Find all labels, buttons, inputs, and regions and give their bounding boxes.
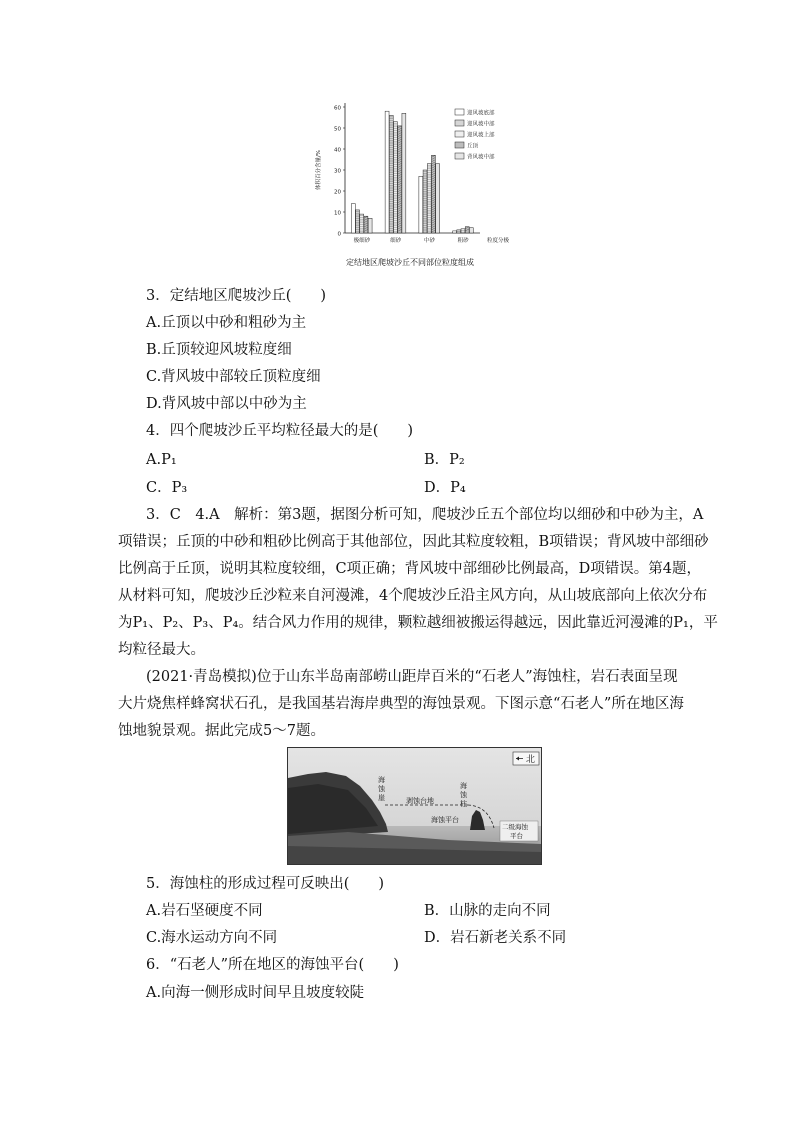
q4-option-a: A.P₁ [146,452,177,468]
q5-option-a: A.岩石坚硬度不同 [146,903,263,919]
coast-label-1: 海 [378,776,385,784]
y-tick-label: 40 [334,147,341,154]
q4-stem: 4．四个爬坡沙丘平均粒径最大的是( ) [146,423,414,439]
bar [402,113,406,233]
north-label: 北 [526,755,536,765]
pillar-label-1: 海 [460,782,467,790]
platform2-label-1: 二级海蚀 [502,823,528,831]
bar [469,228,473,233]
y-tick-label: 50 [334,126,341,133]
notch-label: 剥蚀台地 [406,797,434,805]
platform-label: 海蚀平台 [431,816,459,824]
x-tick-label: 细砂 [390,238,402,244]
bar [419,176,423,233]
legend-label: 丘顶 [467,143,479,150]
intro-line: 大片烧焦样蜂窝状石孔，是我国基岩海岸典型的海蚀景观。下图示意“石老人”所在地区海 [118,696,684,712]
q3-option-c: C.背风坡中部较丘顶粒度细 [146,369,321,385]
legend-label: 迎风坡上部 [467,132,495,139]
legend-swatch [455,109,464,115]
grain-size-chart [300,95,520,275]
legend-label: 背风坡中部 [467,154,495,161]
q3-option-a: A.丘顶以中砂和粗砂为主 [146,315,307,331]
legend-swatch [455,120,464,126]
answer-line: 项错误；丘顶的中砂和粗砂比例高于其他部位，因此其粒度较粗，B项错误；背风坡中部细砂 [118,534,709,550]
x-tick-label: 极细砂 [353,238,371,244]
y-tick-label: 10 [334,210,341,217]
legend-swatch [455,131,464,137]
q5-option-c: C.海水运动方向不同 [146,930,278,946]
coast-label-3: 崖 [378,794,385,802]
y-tick-label: 20 [334,189,341,196]
sea-erosion-photo [287,747,542,865]
q3-option-b: B.丘顶较迎风坡粒度细 [146,342,292,358]
bar [461,229,465,233]
legend-label: 迎风坡中部 [467,121,495,128]
x-axis-label: 粒度分极 [486,238,510,244]
q5-stem: 5．海蚀柱的形成过程可反映出( ) [146,876,385,892]
landscape-illustration [288,748,541,864]
pillar-label-2: 蚀 [460,791,467,799]
q3-stem: 3．定结地区爬坡沙丘( ) [146,288,327,304]
intro-line: (2021·青岛模拟)位于山东半岛南部崂山距岸百米的“石老人”海蚀柱，岩石表面呈现 [146,669,678,685]
q6-option-a: A.向海一侧形成时间早且坡度较陡 [146,985,365,1001]
bar [431,155,435,233]
pillar-label-3: 柱 [460,800,467,808]
platform2-label-2: 平台 [510,832,523,840]
q6-stem: 6．“石老人”所在地区的海蚀平台( ) [146,957,399,973]
q4-option-d: D．P₄ [424,480,466,496]
answer-line: 均粒径最大。 [118,642,205,658]
legend-swatch [455,142,464,148]
y-axis-label: 体积百分含量/% [316,149,322,191]
q4-option-b: B．P₂ [424,452,465,468]
bar [453,231,457,233]
y-tick-label: 30 [334,168,341,175]
answer-line: 为P₁、P₂、P₃、P₄。结合风力作用的规律，颗粒越细被搬运得越远，因此靠近河漫滩的P₁，平 [118,615,718,631]
q4-option-c: C．P₃ [146,480,188,496]
bar [351,204,355,233]
y-tick-label: 0 [337,231,341,238]
bar [360,214,364,233]
answer-line: 3．C 4.A 解析：第3题，据图分析可知，爬坡沙丘五个部位均以细砂和中砂为主，A [146,507,704,523]
legend-swatch [455,153,464,159]
coast-label-2: 蚀 [378,785,385,793]
q5-option-d: D．岩石新老关系不同 [424,930,567,946]
bar [394,122,398,233]
x-tick-label: 中砂 [423,238,435,244]
q5-option-b: B．山脉的走向不同 [424,903,551,919]
answer-line: 从材料可知，爬坡沙丘沙粒来自河漫滩，4个爬坡沙丘沿主风方向，从山坡底部向上依次分布 [118,588,708,604]
q3-option-d: D.背风坡中部以中砂为主 [146,396,307,412]
bar [368,218,372,233]
bar [385,111,389,233]
chart-title: 定结地区爬坡沙丘不同部位粒度组成 [346,258,474,267]
legend-label: 迎风坡底部 [467,110,495,117]
intro-line: 蚀地貌景观。据此完成5～7题。 [118,723,325,739]
answer-line: 比例高于丘顶，说明其粒度较细，C项正确；背风坡中部细砂比例最高，D项错误。第4题， [118,561,701,577]
y-tick-label: 60 [334,105,341,112]
bar [436,164,440,233]
x-tick-label: 粗砂 [457,238,469,244]
